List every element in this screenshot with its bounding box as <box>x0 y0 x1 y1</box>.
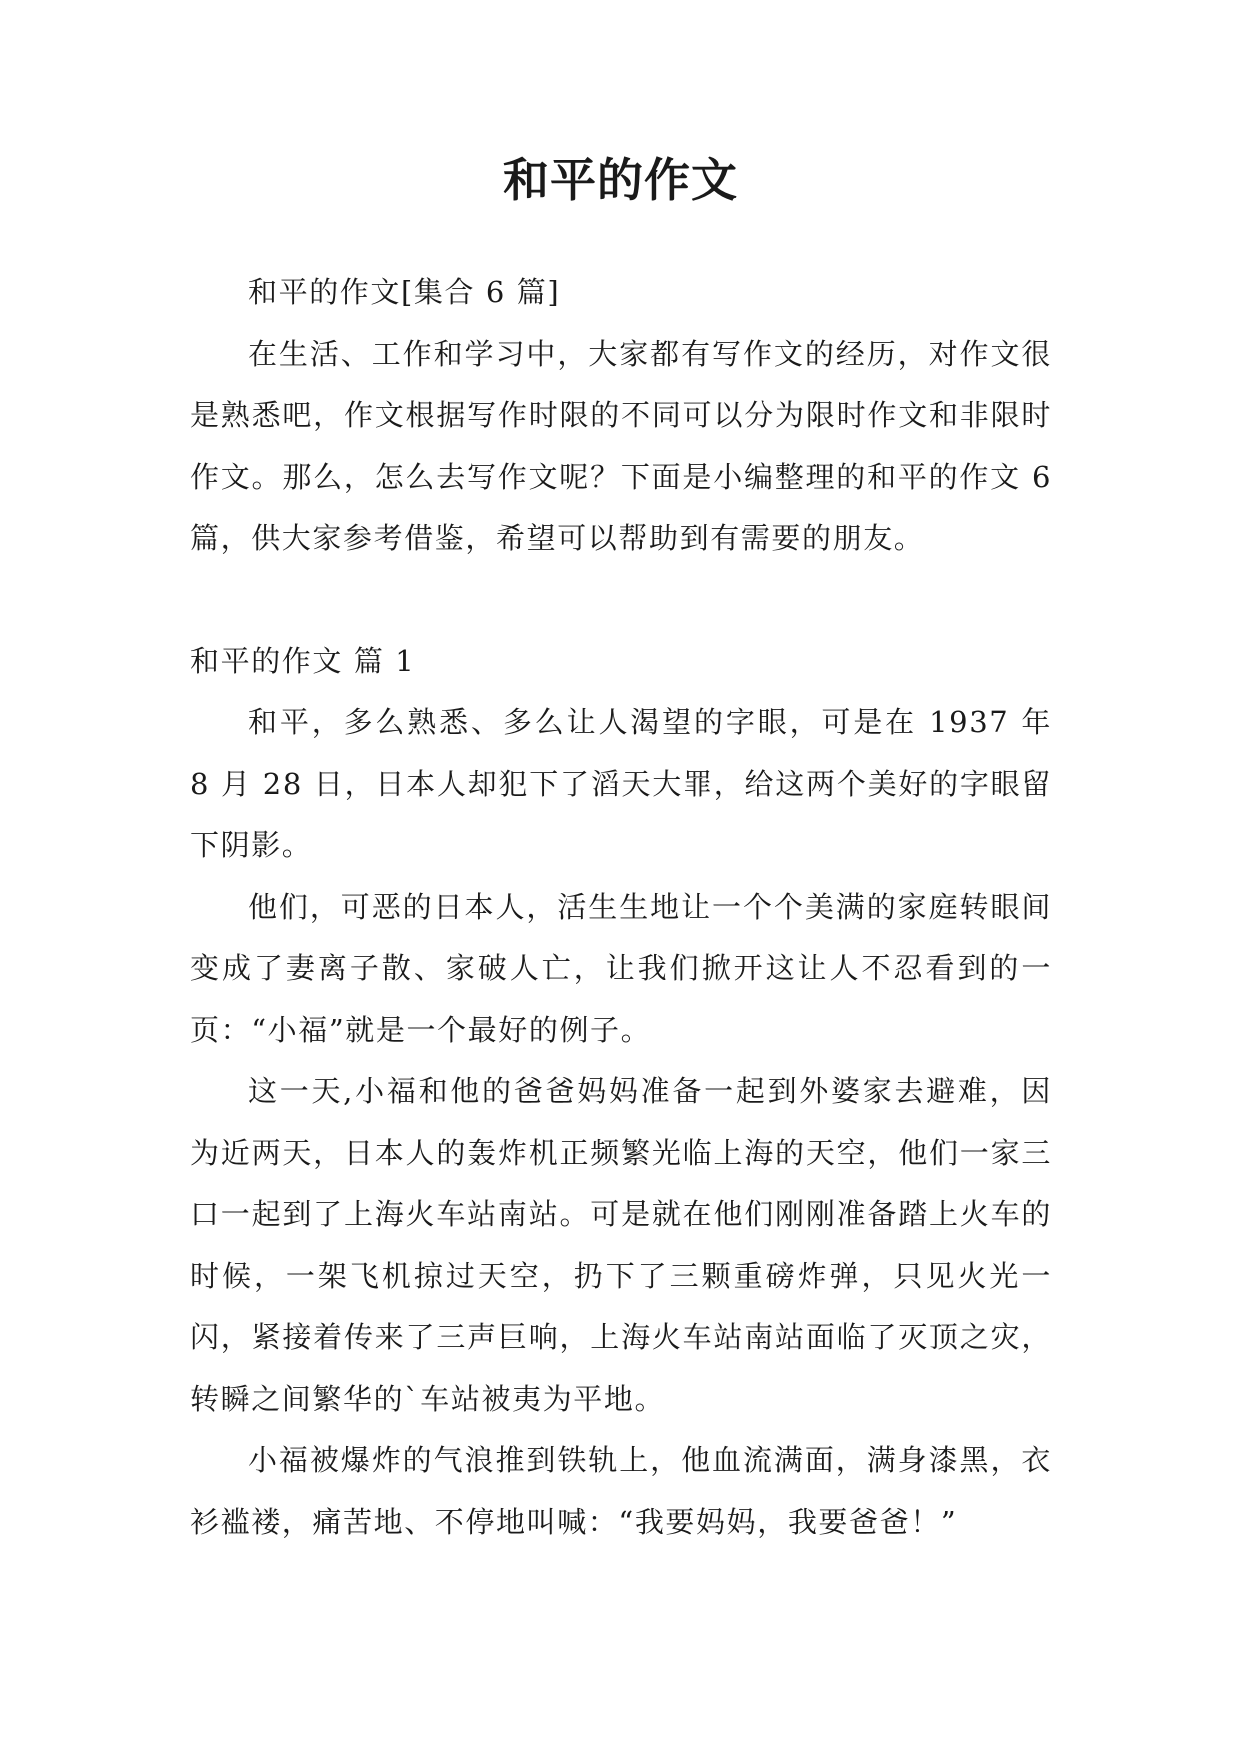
intro-paragraph: 在生活、工作和学习中，大家都有写作文的经历，对作文很是熟悉吧，作文根据写作时限的不同可以分为限时作文和非限时作文。那么，怎么去写作文呢？下面是小编整理的和平的作文 6 篇，供大家参考借鉴，希望可以帮助到有需要的朋友。 <box>190 336 1052 555</box>
document-subtitle: 和平的作文[集合 6 篇] <box>248 275 561 309</box>
document-body <box>190 262 1052 1553</box>
section-heading: 和平的作文 篇 1 <box>190 643 416 678</box>
body-paragraph: 他们，可恶的日本人，活生生地让一个个美满的家庭转眼间变成了妻离子散、家破人亡，让我们掀开这让人不忍看到的一页：“小福”就是一个最好的例子。 <box>190 889 1052 1047</box>
body-paragraph: 这一天,小福和他的爸爸妈妈准备一起到外婆家去避难，因为近两天，日本人的轰炸机正频繁光临上海的天空，他们一家三口一起到了上海火车站南站。可是就在他们刚刚准备踏上火车的时候，一架飞机掠过天空，扔下了三颗重磅炸弹，只见火光一闪，紧接着传来了三声巨响，上海火车站南站面临了灭顶之灾，转瞬之间繁华的`车站被夷为平地。 <box>190 1074 1052 1416</box>
body-paragraph: 和平，多么熟悉、多么让人渴望的字眼，可是在 1937 年 8 月 28 日，日本人却犯下了滔天大罪，给这两个美好的字眼留下阴影。 <box>190 705 1052 862</box>
body-paragraph: 小福被爆炸的气浪推到铁轨上，他血流满面，满身漆黑，衣衫褴褛，痛苦地、不停地叫喊：“我要妈妈，我要爸爸！” <box>190 1443 1052 1539</box>
document-title: 和平的作文 <box>503 153 738 207</box>
